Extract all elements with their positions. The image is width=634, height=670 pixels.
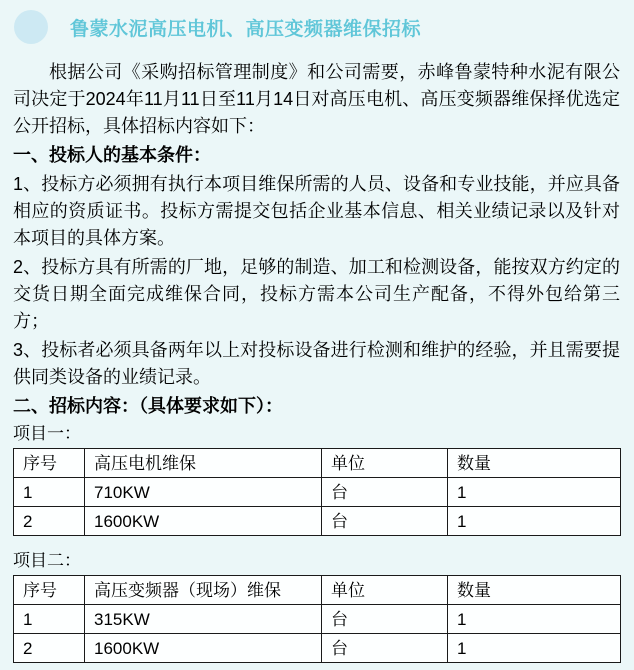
- table-header-cell: 单位: [322, 576, 448, 605]
- page-title: 鲁蒙水泥高压电机、高压变频器维保招标: [70, 18, 422, 40]
- table-row: [14, 634, 621, 663]
- project1-table: [13, 448, 621, 536]
- table-header-cell: 数量: [448, 576, 621, 605]
- table-cell: 315KW: [85, 605, 322, 634]
- table-cell: 1: [14, 478, 85, 507]
- table-cell: 台: [322, 507, 448, 536]
- table-cell: 1: [448, 507, 621, 536]
- table-cell: 2: [14, 634, 85, 663]
- table-header-cell: 高压电机维保: [85, 449, 322, 478]
- table-cell: 1: [448, 634, 621, 663]
- project2-table: [13, 575, 621, 663]
- table-header-cell: 序号: [14, 576, 85, 605]
- title-bar: [0, 0, 634, 45]
- bullet-circle-icon: [14, 10, 48, 44]
- document-body: [0, 59, 634, 663]
- section1-heading: 一、投标人的基本条件：: [13, 145, 211, 165]
- table-cell: 1: [448, 605, 621, 634]
- project1-label: 项目一：: [13, 424, 81, 443]
- table-cell: 1600KW: [85, 507, 322, 536]
- table-header-cell: 序号: [14, 449, 85, 478]
- table-cell: 1: [448, 478, 621, 507]
- table-cell: 台: [322, 634, 448, 663]
- table-header-cell: 高压变频器（现场）维保: [85, 576, 322, 605]
- table-cell: 1: [14, 605, 85, 634]
- section2-heading: 二、招标内容：（具体要求如下）：: [13, 396, 283, 416]
- table-row: [14, 605, 621, 634]
- table-row: [14, 478, 621, 507]
- table-cell: 1600KW: [85, 634, 322, 663]
- intro-paragraph: 根据公司《采购招标管理制度》和公司需要，赤峰鲁蒙特种水泥有限公司决定于2024年11月11日至11月14日对高压电机、高压变频器维保择优选定公开招标，具体招标内容如下：: [13, 62, 620, 136]
- condition-item-1: 1、投标方必须拥有执行本项目维保所需的人员、设备和专业技能，并应具备相应的资质证书。投标方需提交包括企业基本信息、相关业绩记录以及针对本项目的具体方案。: [13, 174, 620, 248]
- table-header-row: [14, 576, 621, 605]
- table-cell: 台: [322, 478, 448, 507]
- table-header-cell: 数量: [448, 449, 621, 478]
- table-cell: 2: [14, 507, 85, 536]
- table-cell: 台: [322, 605, 448, 634]
- project2-label: 项目二：: [13, 551, 81, 570]
- table-header-row: [14, 449, 621, 478]
- table-header-cell: 单位: [322, 449, 448, 478]
- table-cell: 710KW: [85, 478, 322, 507]
- condition-item-2: 2、投标方具有所需的厂地，足够的制造、加工和检测设备，能按双方约定的交货日期全面完成维保合同，投标方需本公司生产配备，不得外包给第三方；: [13, 257, 620, 331]
- condition-item-3: 3、投标者必须具备两年以上对投标设备进行检测和维护的经验，并且需要提供同类设备的业绩记录。: [13, 340, 620, 387]
- table-row: [14, 507, 621, 536]
